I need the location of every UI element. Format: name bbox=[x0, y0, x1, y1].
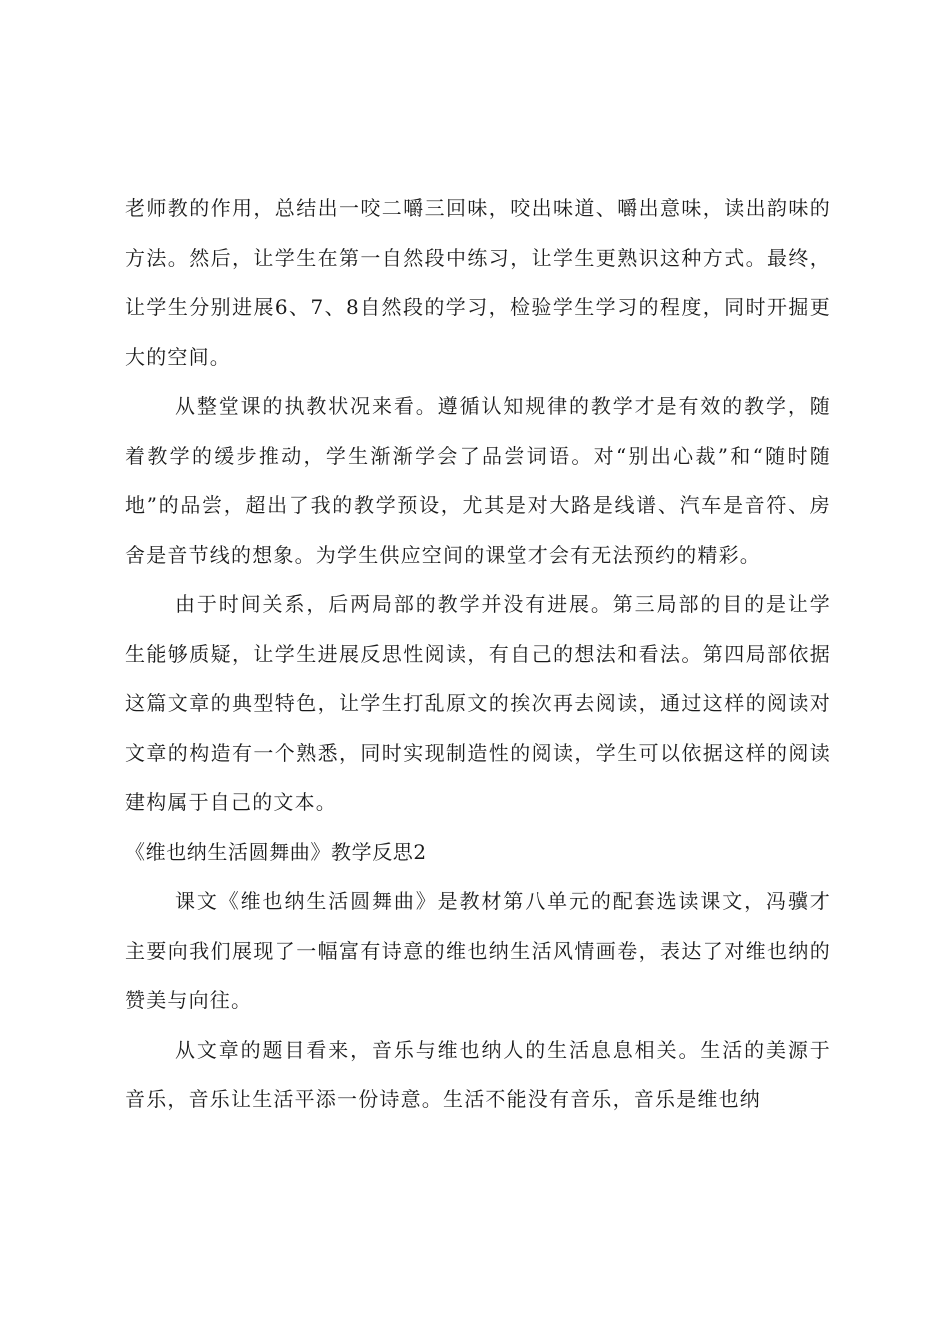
section-heading: 《维也纳生活圆舞曲》教学反思2 bbox=[125, 839, 427, 864]
paragraph-unfinished-parts: 由于时间关系，后两局部的教学并没有进展。第三局部的目的是让学生能够质疑，让学生进展反思性阅读，有自己的想法和看法。第四局部依据这篇文章的典型特色，让学生打乱原文的挨次再去阅读，通过这样的阅读对文章的构造有一个熟悉，同时实现制造性的阅读，学生可以依据这样的阅读建构属于自己的文本。 bbox=[125, 592, 831, 814]
paragraph-teaching-method: 老师教的作用，总结出一咬二嚼三回味，咬出味道、嚼出意味，读出韵味的方法。然后，让学生在第一自然段中练习，让学生更熟识这种方式。最终，让学生分别进展6、7、8自然段的学习，检验学生学习的程度，同时开掘更大的空间。 bbox=[125, 196, 831, 369]
document-body bbox=[125, 184, 831, 1125]
paragraph-title-analysis: 从文章的题目看来，音乐与维也纳人的生活息息相关。生活的美源于音乐，音乐让生活平添一份诗意。生活不能没有音乐，音乐是维也纳 bbox=[125, 1037, 831, 1111]
paragraph-text-introduction: 课文《维也纳生活圆舞曲》是教材第八单元的配套选读课文，冯骥才主要向我们展现了一幅富有诗意的维也纳生活风情画卷，表达了对维也纳的赞美与向往。 bbox=[125, 889, 831, 1012]
paragraph-lesson-review: 从整堂课的执教状况来看。遵循认知规律的教学才是有效的教学，随着教学的缓步推动，学生渐渐学会了品尝词语。对“别出心裁”和“随时随地”的品尝，超出了我的教学预设，尤其是对大路是线谱、汽车是音符、房舍是音节线的想象。为学生供应空间的课堂才会有无法预约的精彩。 bbox=[125, 394, 831, 567]
